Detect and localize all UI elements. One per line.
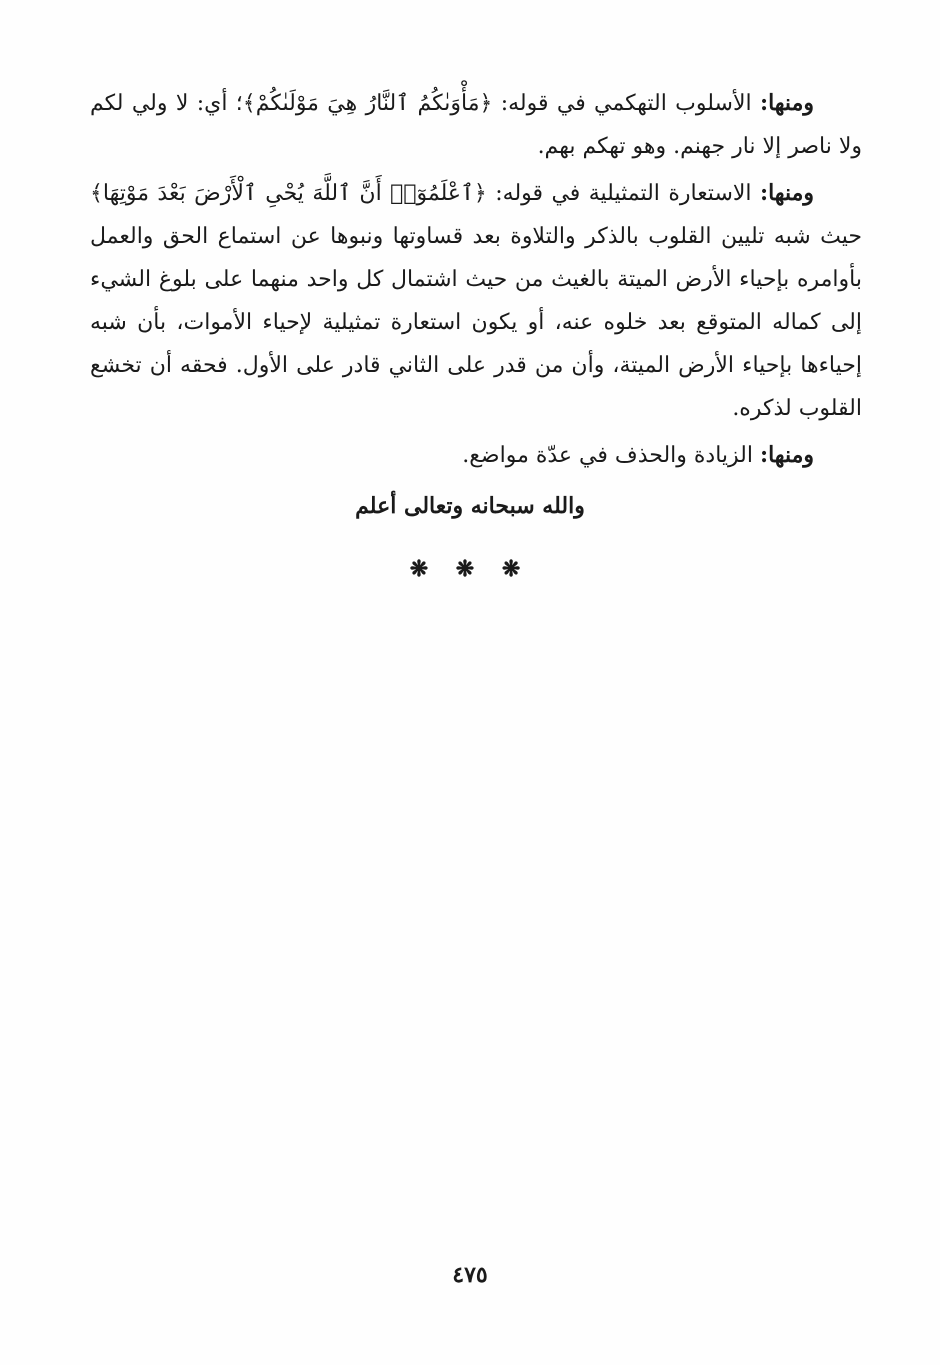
paragraph-text: حيث شبه تليين القلوب بالذكر والتلاوة بعد قساوتها ونبوها عن استماع الحق والعمل بأوامره بإحياء الأرض الميتة بالغيث من حيث اشتمال كل واحد منهما على بلوغ الشيء إلى كماله المتوقع بعد خلوه عنه، أو يكون استعارة تمثيلية لإحياء الأموات، بأن شبه إحياءها بإحياء الأرض الميتة، وأن من قدر على الثاني قادر على الأول. فحقه أن تخشع القلوب لذكره. xyxy=(90,224,862,421)
paragraph-text: ؛ أي: لا ولي لكم ولا ناصر إلا نار جهنم. وهو تهكم بهم. xyxy=(90,91,862,159)
body-text xyxy=(90,82,862,477)
paragraph-lead: ومنها: xyxy=(759,442,814,468)
closing-line: والله سبحانه وتعالى أعلم xyxy=(355,493,585,519)
quran-verse: ﴿ٱعْلَمُوٓا۟ أَنَّ ٱللَّهَ يُحْىِ ٱلْأَرْضَ بَعْدَ مَوْتِهَا﴾ xyxy=(90,181,487,206)
paragraph-lead: ومنها: xyxy=(759,90,814,116)
paragraph-text: الأسلوب التهكمي في قوله: xyxy=(492,91,760,116)
paragraph-lead: ومنها: xyxy=(759,180,814,206)
page-number: ٤٧٥ xyxy=(452,1262,488,1288)
quran-verse: ﴿مَأْوَىٰكُمُ ٱلنَّارُ هِيَ مَوْلَىٰكُمْ﴾ xyxy=(242,91,493,116)
section-separator: ❋ ❋ ❋ xyxy=(409,556,531,582)
paragraph-text: الاستعارة التمثيلية في قوله: xyxy=(486,181,760,206)
paragraph-2 xyxy=(90,172,862,430)
paragraph-text: الزيادة والحذف في عدّة مواضع. xyxy=(462,443,760,468)
paragraph-1 xyxy=(90,82,862,168)
paragraph-3 xyxy=(90,434,862,477)
